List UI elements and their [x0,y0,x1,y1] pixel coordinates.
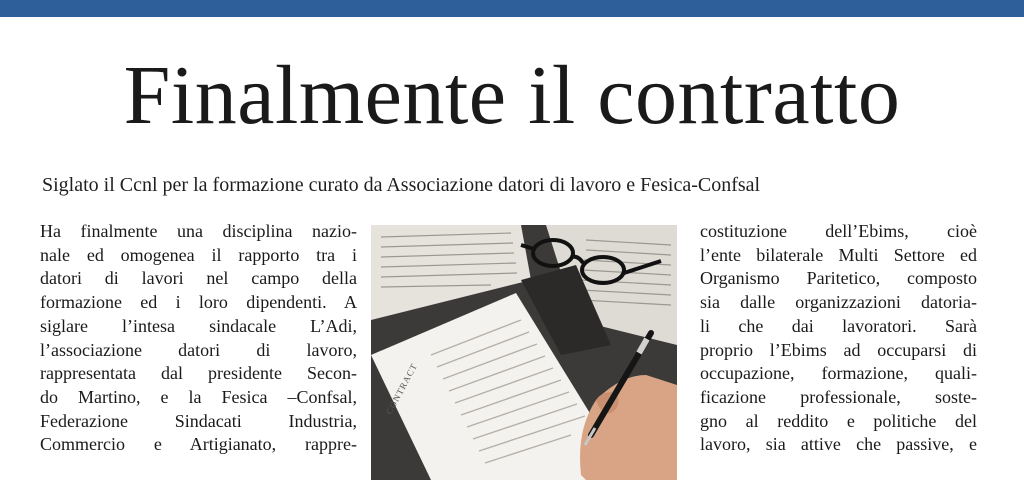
text-line: l’ente bilaterale Multi Settore ed [700,244,977,265]
text-line: occupazione, formazione, quali- [700,363,977,384]
text-line: do Martino, e la Fesica –Confsal, [40,386,357,407]
text-line: rappresentata dal presidente Secon- [40,363,357,384]
text-line: costituzione dell’Ebims, cioè [700,221,977,241]
text-line: Commercio e Artigianato, rappre- [40,434,357,455]
text-line: Organismo Paritetico, composto [700,268,977,289]
text-line: lavoro, sia attive che passive, e [700,434,977,455]
text-line: nale ed omogenea il rapporto tra i [40,244,357,265]
article-column-left [40,220,357,457]
article-subtitle: Siglato il Ccnl per la formazione curato da Associazione datori di lavoro e Fesica-Confsal [42,174,761,196]
text-line: Federazione Sindacati Industria, [40,410,357,431]
text-line: l’associazione datori di lavoro, [40,339,357,360]
text-line: gno al reddito e politiche del [700,410,977,431]
text-line: datori di lavori nel campo della [40,268,357,289]
article-photo [371,225,677,480]
text-line: formazione ed i loro dipendenti. A [40,292,357,313]
article-column-right [700,220,977,457]
top-color-bar [0,0,1024,17]
text-line: ficazione professionale, soste- [700,386,977,407]
contract-label: CONTRACT [383,361,420,416]
article-headline: Finalmente il contratto [123,49,901,142]
text-line: sia dalle organizzazioni datoria- [700,292,977,313]
text-line: siglare l’intesa sindacale L’Adi, [40,315,357,336]
text-line: li che dai lavoratori. Sarà [700,315,977,336]
text-line: proprio l’Ebims ad occuparsi di [700,339,977,360]
text-line: Ha finalmente una disciplina nazio- [40,221,357,241]
